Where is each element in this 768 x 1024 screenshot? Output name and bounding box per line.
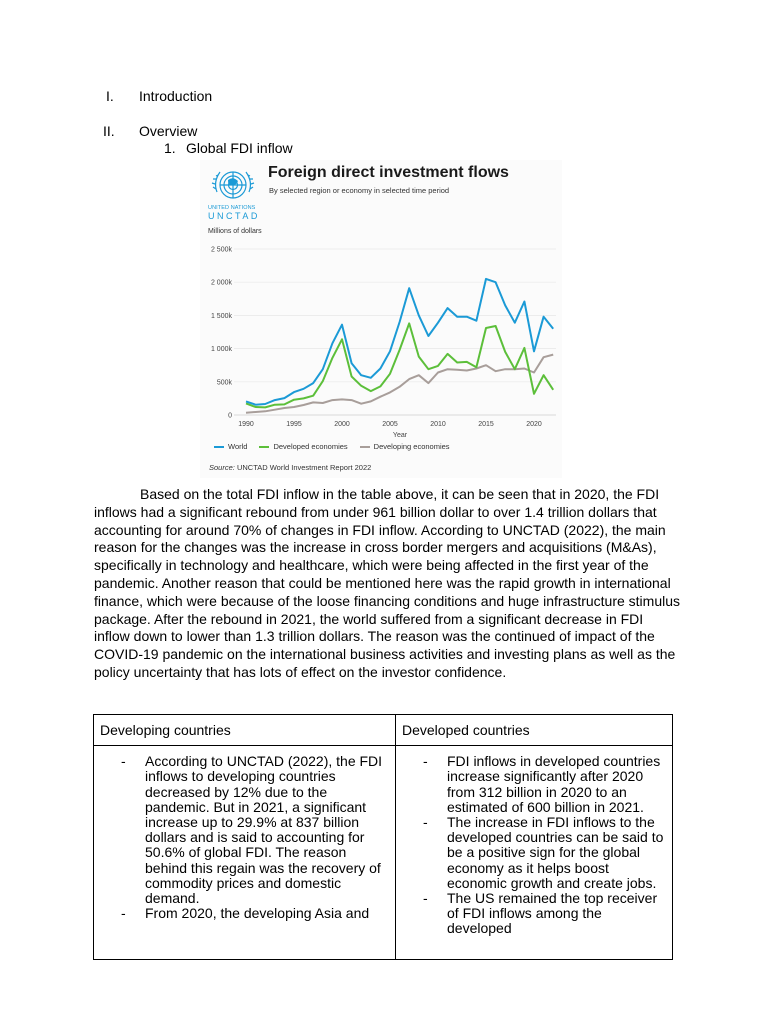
- developing-bullet-list: [94, 746, 395, 921]
- chart-legend: [214, 442, 450, 451]
- comparison-table: [93, 714, 673, 960]
- x-tick-label: 2020: [526, 421, 542, 428]
- x-axis-label: Year: [392, 432, 408, 439]
- series-developed-line: [246, 323, 553, 407]
- legend-item-developed: [259, 442, 347, 451]
- list-item: - FDI inflows in developed countries increase significantly after 2020 from 312 billion in 2020 to an estimated of 600 billion in 2021.: [396, 754, 666, 815]
- chart-source: [209, 463, 371, 472]
- x-tick-label: 1990: [238, 421, 254, 428]
- outline-number: I.: [106, 88, 114, 104]
- paragraph-text: Based on the total FDI inflow in the table above, it can be seen that in 2020, the FDI inflows had a significant rebound from under 961 billion dollar to over 1.4 trillion dollars that accounting for around 70% of changes in FDI inflow. According to UNCTAD (2022), the main reason for the changes was the increase in cross border mergers and acquisitions (M&As), specifically in technology and healthcare, which were being affected in the first year of the pandemic. Another reason that could be mentioned here was the rapid growth in international finance, which were because of the loose financing conditions and huge infrastructure stimulus package. After the rebound in 2021, the world suffered from a significant decrease in FDI inflow down to lower than 1.3 trillion dollars. The reason was the continued of impact of the COVID-19 pandemic on the international business activities and investing plans as well as the policy uncertainty that has lots of effect on the investor confidence.: [94, 486, 681, 680]
- header-developed: Developed countries: [396, 715, 673, 746]
- x-tick-label: 2005: [382, 421, 398, 428]
- list-item: - The US remained the top receiver of FDI inflows among the developed: [396, 891, 666, 937]
- list-item: - The increase in FDI inflows to the developed countries can be said to be a positive sign for the global economy as it helps boost economic growth and create jobs.: [396, 815, 666, 891]
- chart-title: Foreign direct investment flows: [268, 164, 509, 181]
- x-tick-label: 2010: [430, 421, 446, 428]
- y-tick-label: 1 500k: [210, 312, 232, 320]
- outline-number-sub: 1.: [164, 140, 176, 156]
- legend-swatch-developed: [259, 446, 269, 448]
- series-developing-line: [246, 355, 553, 413]
- x-tick-label: 1995: [286, 421, 302, 428]
- legend-label-developing: Developing economies: [373, 442, 450, 451]
- table-row: [94, 746, 673, 960]
- outline-item-introduction: [106, 88, 114, 104]
- legend-label-world: World: [228, 442, 248, 451]
- y-tick-label: 0: [228, 412, 232, 420]
- legend-label-developed: Developed economies: [273, 442, 348, 451]
- fdi-chart-figure: [200, 160, 562, 478]
- source-text: UNCTAD World Investment Report 2022: [234, 463, 372, 472]
- outline-number: II.: [103, 123, 115, 139]
- table-header-row: [94, 715, 673, 746]
- line-chart: [200, 160, 562, 440]
- list-item: - From 2020, the developing Asia and: [94, 906, 389, 921]
- outline-item-overview: [103, 123, 115, 139]
- developing-cell: [94, 746, 396, 960]
- legend-swatch-developing: [360, 446, 370, 448]
- chart-subtitle: By selected region or economy in selected time period: [269, 186, 450, 195]
- legend-item-developing: [360, 442, 450, 451]
- legend-item-world: [214, 442, 247, 451]
- outline-label-global-fdi: Global FDI inflow: [186, 140, 293, 156]
- developed-bullet-list: [396, 746, 672, 936]
- x-tick-label: 2015: [478, 421, 494, 428]
- y-tick-label: 500k: [216, 379, 232, 387]
- list-item: - According to UNCTAD (2022), the FDI inflows to developing countries decreased by 12% due to the pandemic. But in 2021, a significant increase up to 29.9% at 837 billion dollars and is said to accounting for 50.6% of global FDI. The reason behind this regain was the recovery of commodity prices and domestic demand.: [94, 754, 389, 906]
- body-paragraph: [94, 486, 682, 682]
- y-tick-label: 2 000k: [210, 279, 232, 287]
- outline-label-overview: Overview: [139, 123, 198, 139]
- developed-cell: [396, 746, 673, 960]
- outline-label-introduction: Introduction: [139, 88, 213, 104]
- legend-swatch-world: [214, 446, 224, 448]
- y-axis-units-label: Millions of dollars: [208, 228, 262, 235]
- logo-text-unctad: UNCTAD: [208, 211, 260, 221]
- source-label: Source:: [209, 463, 235, 472]
- header-developing: Developing countries: [94, 715, 396, 746]
- y-tick-label: 2 500k: [210, 246, 232, 254]
- y-tick-label: 1 000k: [210, 346, 232, 354]
- x-tick-label: 2000: [334, 421, 350, 428]
- logo-text-united-nations: UNITED NATIONS: [208, 205, 256, 211]
